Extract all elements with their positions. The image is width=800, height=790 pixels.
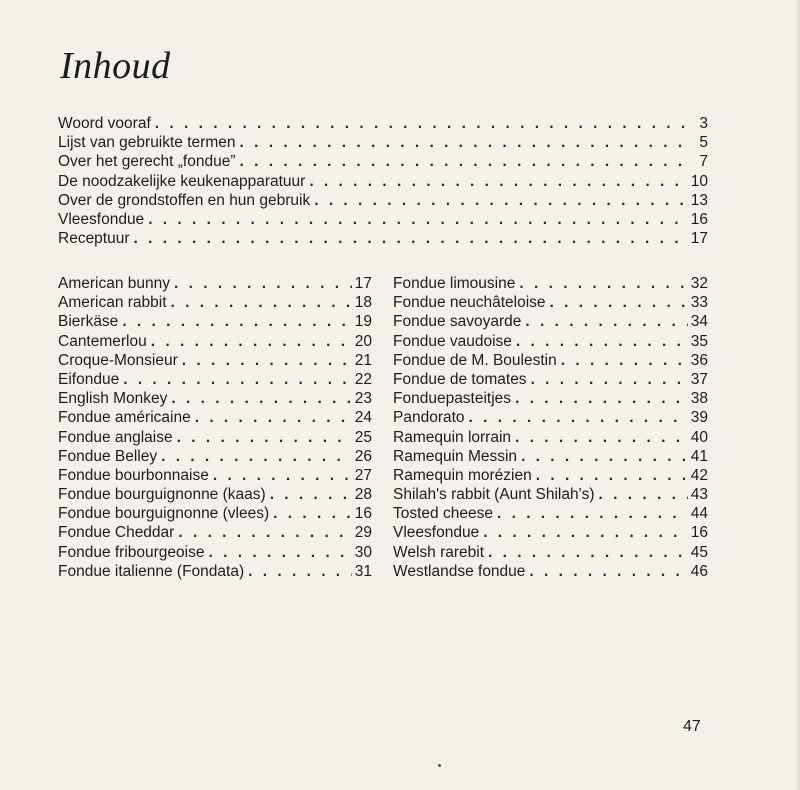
toc-entry-page: 17 — [690, 230, 708, 248]
toc-entry — [393, 428, 708, 447]
toc-entry-page: 17 — [354, 275, 372, 292]
page-edge-shadow — [794, 0, 800, 790]
dot-leader — [130, 229, 688, 248]
page-title: Inhoud — [60, 45, 171, 87]
toc-entry-label: Vleesfondue — [58, 210, 145, 228]
dot-leader — [147, 332, 352, 351]
toc-entry-page: 36 — [690, 351, 708, 369]
toc-entry-label: De noodzakelijke keukenapparatuur — [58, 172, 306, 190]
recipes-right-column — [393, 274, 708, 581]
toc-entry-page: 31 — [354, 562, 372, 580]
toc-entry-page: 46 — [690, 562, 708, 580]
toc-entry-label: Ramequin lorrain — [393, 428, 512, 446]
toc-entry — [393, 293, 708, 312]
toc-entry — [393, 312, 708, 331]
toc-entry — [393, 562, 708, 581]
toc-entry-label: Fondue américaine — [58, 409, 191, 427]
toc-entry — [58, 133, 708, 152]
toc-entry-label: Fondue de tomates — [393, 370, 527, 388]
toc-entry-page: 44 — [690, 505, 708, 523]
toc-entry-label: Ramequin morézien — [393, 466, 532, 484]
toc-entry — [58, 562, 372, 581]
toc-entry-label: Ramequin Messin — [393, 447, 518, 465]
toc-entry-label: Fondue anglaise — [58, 428, 173, 446]
dot-leader — [266, 485, 352, 504]
dot-leader — [119, 370, 352, 389]
toc-entry-page: 30 — [354, 543, 372, 561]
dot-leader — [305, 172, 688, 191]
toc-entry-label: Lijst van gebruikte termen — [58, 134, 236, 152]
dot-leader — [167, 293, 352, 312]
toc-entry — [58, 152, 708, 171]
toc-entry — [393, 466, 708, 485]
toc-entry-label: Bierkäse — [58, 313, 119, 331]
toc-entry-page: 34 — [690, 313, 708, 331]
toc-entry — [58, 447, 372, 466]
toc-entry-label: Cantemerlou — [58, 332, 147, 350]
toc-entry — [58, 293, 372, 312]
toc-entry — [58, 543, 372, 562]
toc-entry-page: 23 — [354, 390, 372, 408]
toc-entry — [58, 114, 708, 133]
toc-entry-page: 37 — [690, 370, 708, 388]
dot-leader — [521, 312, 688, 331]
toc-entry-page: 42 — [690, 466, 708, 484]
toc-entry-label: English Monkey — [58, 390, 168, 408]
dot-leader — [479, 523, 688, 542]
dot-leader — [118, 312, 352, 331]
dot-leader — [511, 428, 688, 447]
toc-entry-page: 16 — [690, 524, 708, 542]
toc-entry — [58, 332, 372, 351]
toc-entry — [58, 172, 708, 191]
toc-entry-label: Shilah's rabbit (Aunt Shilah's) — [393, 486, 595, 504]
toc-entry — [393, 447, 708, 466]
toc-entry-label: Fondue bourbonnaise — [58, 466, 209, 484]
dot-leader — [515, 274, 688, 293]
toc-entry-label: Fondue Cheddar — [58, 524, 175, 542]
dot-leader — [170, 274, 352, 293]
paper-speck — [438, 764, 441, 767]
toc-entry — [58, 523, 372, 542]
dot-leader — [546, 293, 688, 312]
toc-entry-page: 21 — [354, 351, 372, 369]
dot-leader — [191, 408, 352, 427]
main-toc — [58, 114, 708, 248]
toc-entry-label: Fondue fribourgeoise — [58, 543, 205, 561]
toc-entry-label: Westlandse fondue — [393, 562, 526, 580]
dot-leader — [595, 485, 689, 504]
toc-entry-page: 3 — [699, 115, 708, 132]
toc-entry — [393, 523, 708, 542]
toc-entry — [393, 274, 708, 293]
toc-entry-page: 20 — [354, 332, 372, 350]
dot-leader — [310, 191, 688, 210]
dot-leader — [532, 466, 688, 485]
toc-entry-page: 7 — [699, 153, 708, 171]
toc-entry-page: 43 — [690, 486, 708, 504]
dot-leader — [178, 351, 352, 370]
dot-leader — [511, 389, 688, 408]
toc-entry — [393, 332, 708, 351]
toc-entry — [58, 351, 372, 370]
toc-entry — [58, 408, 372, 427]
toc-entry-label: Fondue vaudoise — [393, 332, 512, 350]
dot-leader — [167, 389, 352, 408]
toc-entry-page: 35 — [690, 332, 708, 350]
dot-leader — [512, 332, 688, 351]
page-number: 47 — [683, 718, 701, 735]
toc-entry — [393, 504, 708, 523]
dot-leader — [525, 562, 688, 581]
toc-entry-label: Fondue Belley — [58, 447, 158, 465]
toc-entry — [58, 210, 708, 229]
toc-entry — [58, 428, 372, 447]
toc-entry-label: Pandorato — [393, 409, 465, 427]
toc-entry-label: Fondue limousine — [393, 275, 516, 292]
dot-leader — [151, 114, 688, 133]
toc-entry-label: Fondue bourguignonne (kaas) — [58, 486, 266, 504]
dot-leader — [527, 370, 688, 389]
toc-entry-page: 39 — [690, 409, 708, 427]
toc-entry — [393, 485, 708, 504]
toc-entry-label: Fondue neuchâteloise — [393, 294, 546, 312]
toc-entry-page: 24 — [354, 409, 372, 427]
dot-leader — [236, 152, 689, 171]
toc-entry-page: 26 — [354, 447, 372, 465]
toc-entry-page: 25 — [354, 428, 372, 446]
toc-entry — [58, 485, 372, 504]
dot-leader — [174, 523, 352, 542]
toc-entry — [58, 504, 372, 523]
recipes-left-column — [58, 274, 372, 581]
toc-entry-label: Over de grondstoffen en hun gebruik — [58, 191, 311, 209]
toc-entry-page: 22 — [354, 370, 372, 388]
toc-entry — [393, 543, 708, 562]
toc-entry-label: Over het gerecht „fondue” — [58, 153, 236, 171]
dot-leader — [269, 504, 352, 523]
dot-leader — [157, 447, 352, 466]
dot-leader — [205, 543, 353, 562]
toc-entry — [58, 312, 372, 331]
toc-entry — [58, 466, 372, 485]
toc-entry-page: 41 — [690, 447, 708, 465]
dot-leader — [144, 210, 688, 229]
toc-entry-label: Welsh rarebit — [393, 543, 485, 561]
dot-leader — [493, 504, 688, 523]
dot-leader — [465, 408, 688, 427]
toc-entry-page: 10 — [690, 172, 708, 190]
toc-entry-label: American rabbit — [58, 294, 167, 312]
toc-entry-page: 27 — [354, 466, 372, 484]
toc-entry-label: Fondue de M. Boulestin — [393, 351, 557, 369]
toc-entry-label: Tosted cheese — [393, 505, 493, 523]
toc-entry — [58, 191, 708, 210]
toc-entry-label: Fondue savoyarde — [393, 313, 522, 331]
toc-entry-label: American bunny — [58, 275, 171, 292]
toc-entry-page: 29 — [354, 524, 372, 542]
toc-entry — [58, 229, 708, 248]
dot-leader — [173, 428, 352, 447]
toc-entry-page: 19 — [354, 313, 372, 331]
toc-entry-page: 45 — [690, 543, 708, 561]
toc-entry — [393, 408, 708, 427]
toc-entry — [58, 274, 372, 293]
toc-entry-page: 16 — [354, 505, 372, 523]
toc-entry — [393, 351, 708, 370]
toc-entry — [58, 370, 372, 389]
toc-entry — [58, 389, 372, 408]
toc-entry-page: 13 — [690, 191, 708, 209]
toc-entry-label: Receptuur — [58, 230, 130, 248]
toc-entry — [393, 389, 708, 408]
toc-entry-page: 32 — [690, 275, 708, 292]
toc-entry-page: 33 — [690, 294, 708, 312]
dot-leader — [557, 351, 688, 370]
toc-entry-page: 18 — [354, 294, 372, 312]
toc-entry-label: Fonduepasteitjes — [393, 390, 512, 408]
toc-entry-page: 16 — [690, 210, 708, 228]
toc-entry-label: Fondue italienne (Fondata) — [58, 562, 245, 580]
dot-leader — [517, 447, 688, 466]
toc-entry-label: Woord vooraf — [58, 115, 151, 132]
toc-entry-label: Eifondue — [58, 370, 120, 388]
dot-leader — [484, 543, 688, 562]
toc-entry-label: Vleesfondue — [393, 524, 480, 542]
toc-entry-label: Fondue bourguignonne (vlees) — [58, 505, 270, 523]
dot-leader — [244, 562, 352, 581]
dot-leader — [209, 466, 352, 485]
toc-entry-page: 38 — [690, 390, 708, 408]
toc-entry-page: 40 — [690, 428, 708, 446]
toc-entry — [393, 370, 708, 389]
dot-leader — [235, 133, 688, 152]
toc-entry-page: 28 — [354, 486, 372, 504]
toc-entry-page: 5 — [699, 134, 708, 152]
toc-entry-label: Croque-Monsieur — [58, 351, 178, 369]
